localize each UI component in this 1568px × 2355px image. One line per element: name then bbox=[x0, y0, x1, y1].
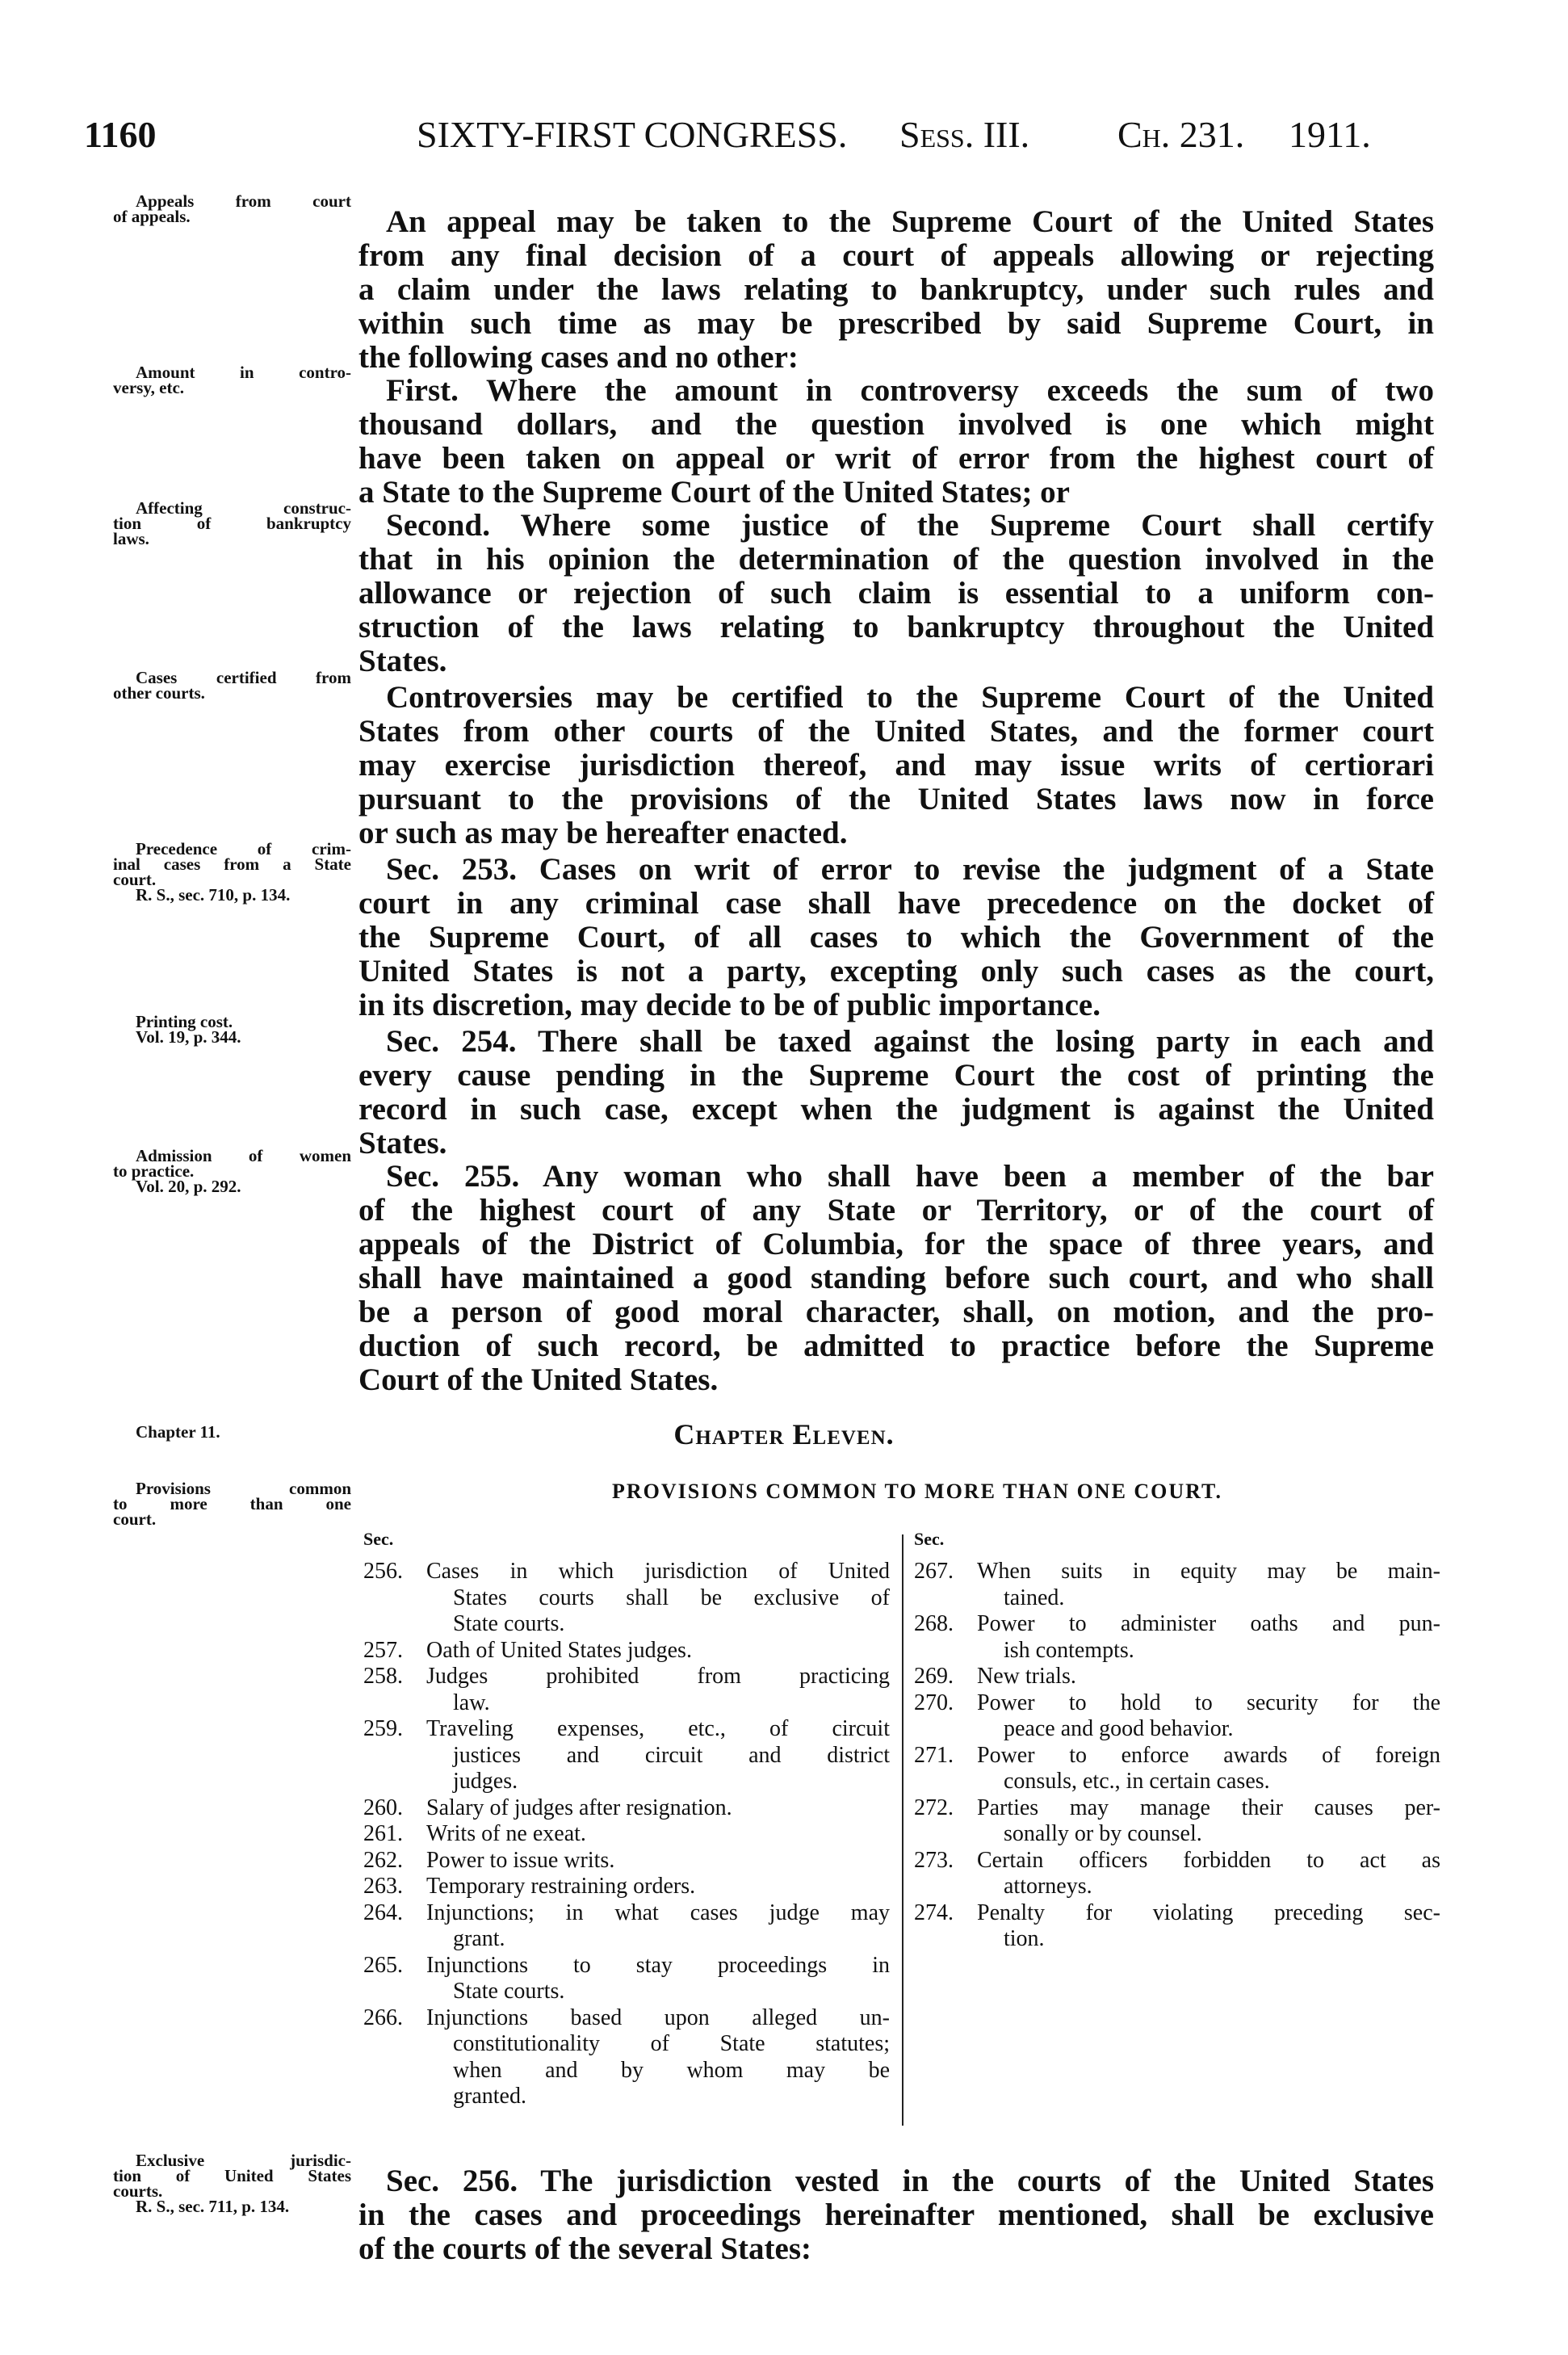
section-number: 268. bbox=[914, 1611, 954, 1636]
contents-item bbox=[914, 1664, 1440, 1690]
contents-line: constitutionality of State statutes; bbox=[453, 2031, 890, 2056]
margin-note-sec-253 bbox=[113, 839, 351, 905]
text-line: Sec. 255. Any woman who shall have been a member of the bar bbox=[386, 1159, 1434, 1194]
contents-line: Temporary restraining orders. bbox=[426, 1874, 696, 1899]
text-line: An appeal may be taken to the Supreme Court of the United States bbox=[386, 204, 1434, 239]
contents-line: Power to hold to security for the bbox=[977, 1690, 1440, 1715]
contents-line: Penalty for violating preceding sec- bbox=[977, 1900, 1440, 1925]
text-line: Court of the United States. bbox=[358, 1362, 719, 1397]
margin-note-line: Exclusive jurisdic- bbox=[136, 2151, 351, 2170]
text-line: the following cases and no other: bbox=[358, 340, 799, 375]
margin-note-line: court. bbox=[113, 1509, 157, 1529]
section-number: 266. bbox=[363, 2004, 403, 2030]
margin-note-line: tion of United States bbox=[113, 2166, 351, 2185]
contents-left-column bbox=[363, 1559, 890, 2110]
contents-line: Injunctions; in what cases judge may bbox=[426, 1900, 890, 1925]
margin-note-line: other courts. bbox=[113, 683, 205, 703]
paragraph-controversies bbox=[358, 681, 1434, 850]
text-line: every cause pending in the Supreme Court the cost of printing the bbox=[358, 1058, 1434, 1093]
paragraph-sec-254 bbox=[358, 1025, 1434, 1161]
text-line: within such time as may be prescribed by said Supreme Court, in bbox=[358, 306, 1434, 341]
contents-line: States courts shall be exclusive of bbox=[453, 1585, 890, 1610]
contents-line: tion. bbox=[1004, 1926, 1045, 1951]
contents-item bbox=[914, 1690, 1440, 1743]
text-line: from any final decision of a court of appeals allowing or rejecting bbox=[358, 238, 1434, 273]
section-number: 262. bbox=[363, 1847, 403, 1873]
contents-item bbox=[363, 1821, 890, 1848]
margin-note-line: Cases certified from bbox=[136, 668, 351, 687]
section-number: 267. bbox=[914, 1559, 954, 1584]
contents-line: sonally or by counsel. bbox=[1004, 1821, 1202, 1846]
margin-note-line: Vol. 20, p. 292. bbox=[136, 1177, 241, 1196]
contents-line: Parties may manage their causes per- bbox=[977, 1795, 1440, 1820]
margin-note-line: Precedence of crim- bbox=[136, 839, 351, 858]
text-line: shall have maintained a good standing before such court, and who shall bbox=[358, 1261, 1434, 1295]
text-line: pursuant to the provisions of the United States laws now in force bbox=[358, 782, 1434, 816]
contents-line: New trials. bbox=[977, 1664, 1076, 1689]
paragraph-sec-253 bbox=[358, 853, 1434, 1022]
chapter-title: Chapter Eleven. bbox=[673, 1418, 895, 1450]
contents-line: judges. bbox=[453, 1769, 518, 1794]
margin-note-line: Appeals from court bbox=[136, 191, 351, 211]
sec-label-left: Sec. bbox=[363, 1529, 394, 1549]
margin-note-line: laws. bbox=[113, 529, 149, 548]
text-line: of the courts of the several States: bbox=[358, 2231, 812, 2266]
margin-note-line: Chapter 11. bbox=[136, 1422, 220, 1442]
text-line: Controversies may be certified to the Supreme Court of the United bbox=[386, 680, 1434, 715]
text-line: a claim under the laws relating to bankruptcy, under such rules and bbox=[358, 272, 1434, 307]
sec-label-right: Sec. bbox=[914, 1529, 945, 1549]
margin-note-sec-255 bbox=[113, 1148, 351, 1194]
margin-note-line: R. S., sec. 710, p. 134. bbox=[136, 885, 291, 905]
contents-line: Power to issue writs. bbox=[426, 1847, 615, 1873]
section-number: 270. bbox=[914, 1690, 954, 1715]
section-number: 271. bbox=[914, 1742, 954, 1768]
margin-note-line: to practice. bbox=[113, 1161, 195, 1181]
margin-note-line: of appeals. bbox=[113, 207, 191, 226]
contents-line: tained. bbox=[1004, 1585, 1065, 1610]
margin-note-line: inal cases from a State bbox=[113, 854, 351, 874]
margin-note-appeals bbox=[113, 191, 351, 226]
contents-line: attorneys. bbox=[1004, 1874, 1092, 1899]
contents-line: ish contempts. bbox=[1004, 1637, 1134, 1663]
paragraph-first bbox=[358, 374, 1434, 510]
text-line: Second. Where some justice of the Supreme Court shall certify bbox=[386, 508, 1434, 543]
contents-item bbox=[363, 1664, 890, 1716]
text-line: that in his opinion the determination of the question involved in the bbox=[358, 542, 1434, 577]
contents-item bbox=[363, 1638, 890, 1664]
margin-note-line: Admission of women bbox=[136, 1146, 351, 1165]
contents-item bbox=[914, 1848, 1440, 1900]
contents-line: consuls, etc., in certain cases. bbox=[1004, 1769, 1270, 1794]
section-number: 258. bbox=[363, 1664, 403, 1689]
contents-item bbox=[914, 1743, 1440, 1795]
contents-line: When suits in equity may be main- bbox=[977, 1559, 1440, 1584]
margin-note-controversies bbox=[113, 670, 351, 701]
text-line: have been taken on appeal or writ of error from the highest court of bbox=[358, 441, 1434, 476]
contents-line: Injunctions based upon alleged un- bbox=[426, 2004, 890, 2030]
column-divider bbox=[902, 1534, 903, 2126]
contents-item bbox=[363, 1559, 890, 1638]
text-line: a State to the Supreme Court of the United States; or bbox=[358, 475, 1070, 510]
contents-item bbox=[363, 2005, 890, 2110]
margin-note-line: Provisions common bbox=[136, 1479, 351, 1498]
session: Sess. III. bbox=[899, 114, 1030, 155]
section-number: 263. bbox=[363, 1874, 403, 1899]
page-number: 1160 bbox=[84, 114, 157, 155]
text-line: in its discretion, may decide to be of public importance. bbox=[358, 988, 1101, 1022]
margin-note-line: tion of bankruptcy bbox=[113, 514, 351, 533]
chapter-ref: Ch. 231. bbox=[1117, 114, 1245, 155]
contents-line: State courts. bbox=[453, 1611, 565, 1636]
congress-title: SIXTY-FIRST CONGRESS. bbox=[417, 114, 848, 155]
contents-line: Cases in which jurisdiction of United bbox=[426, 1559, 890, 1584]
section-number: 260. bbox=[363, 1795, 403, 1820]
section-number: 273. bbox=[914, 1847, 954, 1873]
contents-line: Power to enforce awards of foreign bbox=[977, 1742, 1440, 1768]
text-line: may exercise jurisdiction thereof, and may issue writs of certiorari bbox=[358, 748, 1434, 783]
contents-item bbox=[914, 1559, 1440, 1611]
contents-line: Certain officers forbidden to act as bbox=[977, 1847, 1440, 1873]
section-number: 265. bbox=[363, 1952, 403, 1978]
contents-item bbox=[914, 1795, 1440, 1848]
text-line: thousand dollars, and the question involved is one which might bbox=[358, 407, 1434, 442]
text-line: struction of the laws relating to bankruptcy throughout the United bbox=[358, 610, 1434, 644]
section-number: 274. bbox=[914, 1900, 954, 1925]
margin-note-line: Amount in contro- bbox=[136, 363, 351, 382]
contents-line: Oath of United States judges. bbox=[426, 1637, 692, 1663]
contents-line: Traveling expenses, etc., of circuit bbox=[426, 1716, 890, 1741]
text-line: record in such case, except when the judgment is against the United bbox=[358, 1092, 1434, 1127]
margin-note-second bbox=[113, 498, 351, 548]
text-line: Sec. 254. There shall be taxed against the losing party in each and bbox=[386, 1024, 1434, 1059]
margin-note-line: to more than one bbox=[113, 1494, 351, 1513]
contents-line: justices and circuit and district bbox=[453, 1742, 890, 1768]
text-line: duction of such record, be admitted to practice before the Supreme bbox=[358, 1329, 1434, 1363]
text-line: or such as may be hereafter enacted. bbox=[358, 816, 848, 850]
margin-note-line: versy, etc. bbox=[113, 378, 185, 397]
section-number: 269. bbox=[914, 1664, 954, 1689]
margin-note-line: R. S., sec. 711, p. 134. bbox=[136, 2197, 290, 2216]
text-line: be a person of good moral character, shall, on motion, and the pro- bbox=[358, 1295, 1434, 1329]
contents-item bbox=[363, 1795, 890, 1822]
chapter-subtitle: PROVISIONS COMMON TO MORE THAN ONE COURT. bbox=[612, 1480, 1222, 1503]
text-line: in the cases and proceedings hereinafter mentioned, shall be exclusive bbox=[358, 2198, 1434, 2232]
contents-line: Judges prohibited from practicing bbox=[426, 1664, 890, 1689]
text-line: appeals of the District of Columbia, for the space of three years, and bbox=[358, 1227, 1434, 1261]
text-line: First. Where the amount in controversy exceeds the sum of two bbox=[386, 373, 1434, 408]
margin-note-line: Printing cost. bbox=[136, 1012, 233, 1031]
margin-note-line: Affecting construc- bbox=[136, 498, 351, 518]
paragraph-sec-255 bbox=[358, 1160, 1434, 1397]
contents-item bbox=[363, 1848, 890, 1874]
text-line: States from other courts of the United States, and the former court bbox=[358, 714, 1434, 749]
text-line: the Supreme Court, of all cases to which the Government of the bbox=[358, 920, 1434, 955]
contents-line: when and by whom may be bbox=[453, 2057, 890, 2083]
contents-item bbox=[363, 1874, 890, 1900]
page-header bbox=[0, 113, 1568, 153]
contents-line: granted. bbox=[453, 2084, 526, 2109]
text-line: States. bbox=[358, 1126, 447, 1161]
year: 1911. bbox=[1289, 114, 1371, 155]
contents-item bbox=[363, 1953, 890, 2005]
text-line: allowance or rejection of such claim is essential to a uniform con- bbox=[358, 576, 1434, 611]
text-line: Sec. 256. The jurisdiction vested in the courts of the United States bbox=[386, 2164, 1434, 2198]
contents-item bbox=[363, 1900, 890, 1953]
margin-note-line: courts. bbox=[113, 2181, 163, 2201]
text-line: of the highest court of any State or Territory, or of the court of bbox=[358, 1193, 1434, 1228]
section-number: 264. bbox=[363, 1900, 403, 1925]
contents-line: law. bbox=[453, 1690, 490, 1715]
section-number: 259. bbox=[363, 1716, 403, 1741]
contents-line: Salary of judges after resignation. bbox=[426, 1795, 732, 1820]
section-number: 272. bbox=[914, 1795, 954, 1820]
contents-line: grant. bbox=[453, 1926, 505, 1951]
paragraph-second bbox=[358, 509, 1434, 678]
contents-line: Writs of ne exeat. bbox=[426, 1821, 586, 1846]
contents-right-column bbox=[914, 1559, 1440, 1953]
contents-item bbox=[914, 1611, 1440, 1664]
contents-line: State courts. bbox=[453, 1979, 565, 2004]
contents-line: Power to administer oaths and pun- bbox=[977, 1611, 1440, 1636]
text-line: United States is not a party, excepting only such cases as the court, bbox=[358, 954, 1434, 989]
section-number: 256. bbox=[363, 1559, 403, 1584]
section-number: 261. bbox=[363, 1821, 403, 1846]
contents-item bbox=[914, 1900, 1440, 1953]
contents-line: Injunctions to stay proceedings in bbox=[426, 1952, 890, 1978]
margin-note-sec-256 bbox=[113, 2153, 351, 2214]
text-line: States. bbox=[358, 644, 447, 678]
margin-note-line: Vol. 19, p. 344. bbox=[136, 1027, 241, 1047]
contents-item bbox=[363, 1716, 890, 1795]
margin-note-first bbox=[113, 365, 351, 396]
paragraph-sec-256 bbox=[358, 2164, 1434, 2266]
contents-line: peace and good behavior. bbox=[1004, 1716, 1234, 1741]
text-line: court in any criminal case shall have precedence on the docket of bbox=[358, 886, 1434, 921]
text-line: Sec. 253. Cases on writ of error to revise the judgment of a State bbox=[386, 852, 1434, 887]
section-number: 257. bbox=[363, 1637, 403, 1663]
margin-note-line: court. bbox=[113, 870, 157, 889]
paragraph-appeals bbox=[358, 205, 1434, 375]
margin-note-sec-254 bbox=[113, 1014, 351, 1045]
